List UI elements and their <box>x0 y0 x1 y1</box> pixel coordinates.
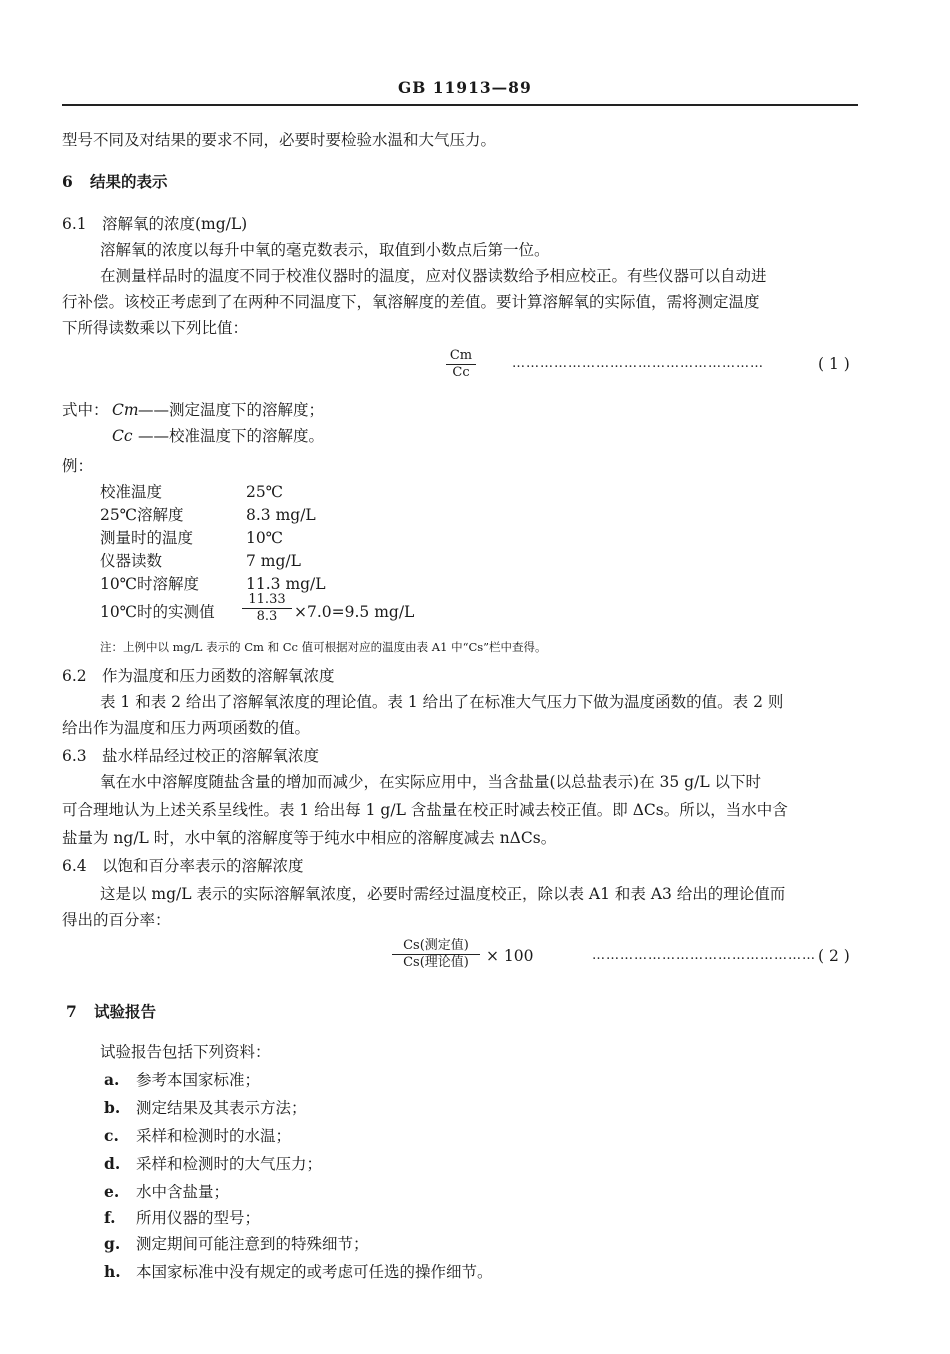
list-item-text: 本国家标准中没有规定的或考虑可任选的操作细节。 <box>136 1263 493 1281</box>
where-prefix: 式中： <box>62 401 109 419</box>
example-row-value: 8.3 mg/L <box>246 506 316 524</box>
example-row-label: 10℃时溶解度 <box>100 575 200 593</box>
section-6-4-number: 6.4 <box>62 857 87 875</box>
list-item-letter: e. <box>104 1182 120 1201</box>
section-7-number: 7 <box>66 1002 77 1021</box>
list-item-letter: c. <box>104 1126 119 1145</box>
formula-2-label: ( 2 ) <box>818 947 850 965</box>
example-row-label: 测量时的温度 <box>100 529 194 547</box>
list-item-letter: b. <box>104 1098 121 1117</box>
where-1-symbol: Cm <box>112 401 139 419</box>
example-row-label: 校准温度 <box>100 483 163 501</box>
where-1-text: ——测定温度下的溶解度； <box>138 401 325 419</box>
section-6-title: 结果的表示 <box>90 172 168 191</box>
where-2-symbol: Cc <box>112 427 133 445</box>
example-last-label: 10℃时的实测值 <box>100 603 215 621</box>
section-7-title: 试验报告 <box>94 1002 157 1021</box>
example-fraction-denominator: 8.3 <box>256 609 278 624</box>
formula-2-leader-dots: ………………………………………… <box>592 948 816 963</box>
s6-3-line-2: 可合理地认为上述关系呈线性。表 1 给出每 1 g/L 含盐量在校正时减去校正值。即 ΔCs。所以，当水中含 <box>62 801 788 819</box>
formula-2-multiplier: × 100 <box>486 947 534 965</box>
formula-2-fraction <box>392 938 480 971</box>
example-row-value: 7 mg/L <box>246 552 301 570</box>
list-item-letter: g. <box>104 1234 121 1253</box>
list-item-text: 采样和检测时的水温； <box>136 1127 292 1145</box>
s6-2-line-2: 给出作为温度和压力两项函数的值。 <box>62 719 311 737</box>
example-fraction <box>242 592 292 625</box>
example-row-value: 25℃ <box>246 483 284 501</box>
section-6-2-number: 6.2 <box>62 667 87 685</box>
list-item-text: 采样和检测时的大气压力； <box>136 1155 323 1173</box>
s6-1-paragraph-2-line-3: 下所得读数乘以下列比值： <box>62 319 249 337</box>
s6-3-line-1: 氧在水中溶解度随盐含量的增加而减少，在实际应用中，当含盐量(以总盐表示)在 35 g/L 以下时 <box>100 773 762 791</box>
list-item-letter: d. <box>104 1154 121 1173</box>
s6-1-paragraph-1: 溶解氧的浓度以每升中氧的毫克数表示，取值到小数点后第一位。 <box>100 241 550 259</box>
list-item-text: 测定期间可能注意到的特殊细节； <box>136 1235 369 1253</box>
formula-1-numerator: Cm <box>446 348 476 365</box>
header-rule <box>62 104 858 106</box>
list-item-text: 水中含盐量； <box>136 1183 230 1201</box>
section-6-3-title: 盐水样品经过校正的溶解氧浓度 <box>102 747 320 765</box>
section-6-1-title: 溶解氧的浓度(mg/L) <box>102 215 248 233</box>
section-6-number: 6 <box>62 172 73 191</box>
list-item-text: 所用仪器的型号； <box>136 1209 261 1227</box>
formula-1-denominator: Cc <box>452 365 470 380</box>
formula-2-denominator: Cs(理论值) <box>403 955 469 970</box>
intro-line: 型号不同及对结果的要求不同，必要时要检验水温和大气压力。 <box>62 131 497 149</box>
list-item-letter: h. <box>104 1262 121 1281</box>
formula-2-numerator: Cs(测定值) <box>392 938 480 955</box>
list-item-text: 测定结果及其表示方法； <box>136 1099 307 1117</box>
s6-1-paragraph-2-line-2: 行补偿。该校正考虑到了在两种不同温度下，氧溶解度的差值。要计算溶解氧的实际值，需将测定温度 <box>62 293 760 311</box>
s6-3-line-3: 盐量为 ng/L 时，水中氧的溶解度等于纯水中相应的溶解度减去 nΔCs。 <box>62 829 557 847</box>
s6-4-line-1: 这是以 mg/L 表示的实际溶解氧浓度，必要时需经过温度校正，除以表 A1 和表 A3 给出的理论值而 <box>100 885 786 903</box>
example-row-value: 10℃ <box>246 529 284 547</box>
s6-2-line-1: 表 1 和表 2 给出了溶解氧浓度的理论值。表 1 给出了在标准大气压力下做为温度函数的值。表 2 则 <box>100 693 784 711</box>
formula-1-leader-dots: ……………………………………………… <box>512 356 764 371</box>
example-fraction-numerator: 11.33 <box>242 592 292 609</box>
formula-1-label: ( 1 ) <box>818 355 850 373</box>
example-row-label: 仪器读数 <box>100 552 163 570</box>
where-2-text: ——校准温度下的溶解度。 <box>138 427 325 445</box>
section-6-4-title: 以饱和百分率表示的溶解浓度 <box>102 857 304 875</box>
example-row-value: 11.3 mg/L <box>246 575 326 593</box>
list-item-text: 参考本国家标准； <box>136 1071 261 1089</box>
example-row-label: 25℃溶解度 <box>100 506 184 524</box>
section-7-intro: 试验报告包括下列资料： <box>100 1043 271 1061</box>
document-code: GB 11913—89 <box>398 78 532 97</box>
example-note: 注：上例中以 mg/L 表示的 Cm 和 Cc 值可根据对应的温度由表 A1 中“Cs”栏中查得。 <box>100 640 547 654</box>
list-item-letter: a. <box>104 1070 120 1089</box>
example-result: ×7.0=9.5 mg/L <box>294 603 415 621</box>
formula-1-fraction <box>446 348 476 381</box>
example-label: 例： <box>62 457 94 475</box>
section-6-1-number: 6.1 <box>62 215 87 233</box>
s6-1-paragraph-2-line-1: 在测量样品时的温度不同于校准仪器时的温度，应对仪器读数给予相应校正。有些仪器可以自动进 <box>100 267 767 285</box>
section-6-2-title: 作为温度和压力函数的溶解氧浓度 <box>102 667 335 685</box>
list-item-letter: f. <box>104 1208 116 1227</box>
s6-4-line-2: 得出的百分率： <box>62 911 171 929</box>
section-6-3-number: 6.3 <box>62 747 87 765</box>
